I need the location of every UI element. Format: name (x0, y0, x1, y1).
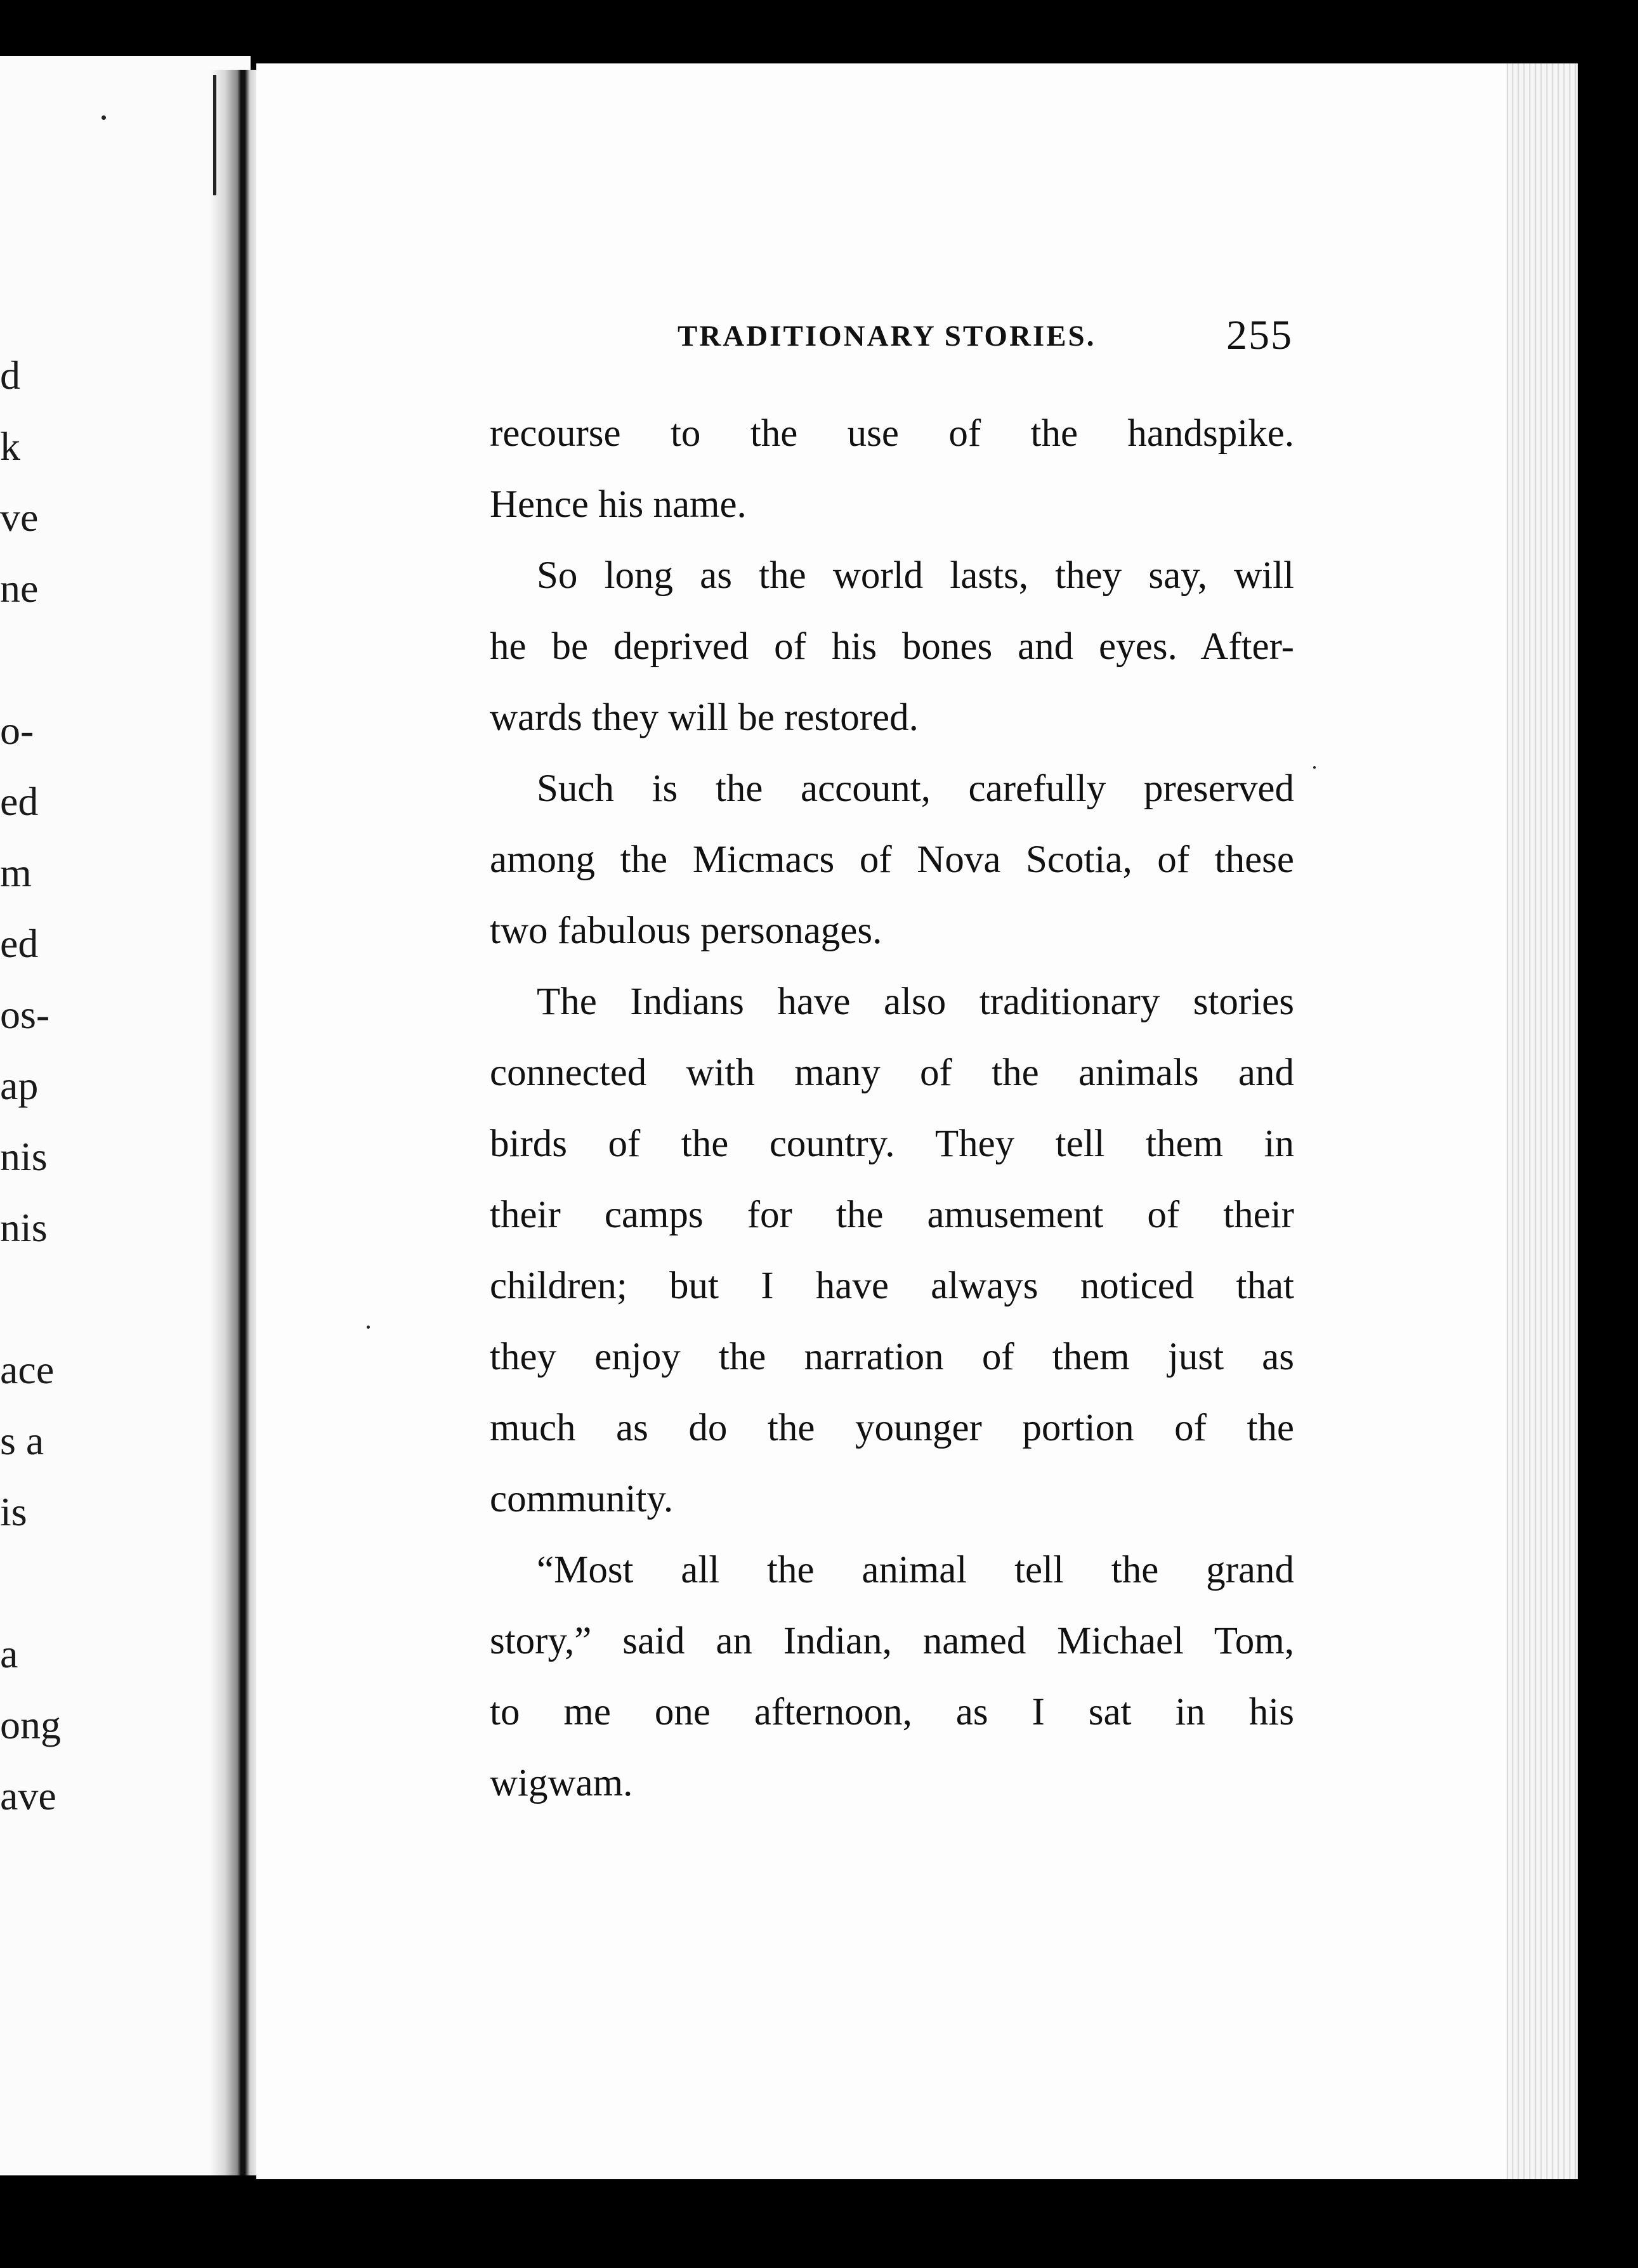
page-edges (1507, 63, 1578, 2179)
facing-line-fragment: ne (0, 566, 39, 611)
facing-line-fragment: ap (0, 1063, 39, 1108)
facing-line-fragment: os- (0, 992, 50, 1037)
ink-speck (1313, 766, 1316, 769)
text-line: they enjoy the narration of them just as (490, 1336, 1294, 1378)
text-line: he be deprived of his bones and eyes. After- (490, 625, 1294, 668)
ink-speck (102, 115, 106, 120)
text-line: much as do the younger portion of the (490, 1407, 1294, 1449)
facing-line-fragment: nis (0, 1205, 48, 1250)
running-title: TRADITIONARY STORIES. (678, 320, 1096, 353)
facing-line-fragment: ed (0, 779, 39, 824)
facing-line-fragment: d (0, 353, 20, 398)
facing-line-fragment: is (0, 1489, 27, 1534)
text-line: “Most all the animal tell the grand (537, 1549, 1294, 1591)
text-line: wigwam. (490, 1762, 633, 1804)
facing-line-fragment: o- (0, 708, 34, 753)
text-line: birds of the country. They tell them in (490, 1123, 1294, 1165)
text-line: their camps for the amusement of their (490, 1194, 1294, 1236)
page-header (678, 314, 1293, 358)
page-number: 255 (1226, 312, 1293, 358)
text-line: two fabulous personages. (490, 909, 882, 952)
text-line: among the Micmacs of Nova Scotia, of these (490, 838, 1294, 881)
text-line: wards they will be restored. (490, 696, 919, 739)
text-line: The Indians have also traditionary stories (537, 981, 1294, 1023)
facing-line-fragment: ve (0, 495, 39, 540)
facing-line-fragment: m (0, 850, 32, 895)
text-line: connected with many of the animals and (490, 1052, 1294, 1094)
text-line: Such is the account, carefully preserved (537, 767, 1294, 810)
text-line: recourse to the use of the handspike. (490, 412, 1294, 455)
book-gutter (209, 70, 260, 2175)
facing-line-fragment: ace (0, 1347, 55, 1392)
facing-line-fragment: ong (0, 1702, 61, 1747)
text-line: story,” said an Indian, named Michael Tom, (490, 1620, 1294, 1662)
facing-line-fragment: ed (0, 921, 39, 966)
text-line: children; but I have always noticed that (490, 1265, 1294, 1307)
facing-line-fragment: nis (0, 1134, 48, 1179)
body-text (490, 398, 1294, 1819)
text-line: Hence his name. (490, 483, 747, 526)
facing-line-fragment: ave (0, 1773, 56, 1818)
text-line: to me one afternoon, as I sat in his (490, 1691, 1294, 1733)
text-line: So long as the world lasts, they say, will (537, 554, 1294, 597)
text-line: community. (490, 1478, 674, 1520)
facing-line-fragment: k (0, 424, 20, 469)
facing-line-fragment: s a (0, 1418, 44, 1463)
ink-speck (367, 1326, 370, 1329)
gutter-shadow (213, 75, 216, 195)
facing-line-fragment: a (0, 1631, 18, 1676)
